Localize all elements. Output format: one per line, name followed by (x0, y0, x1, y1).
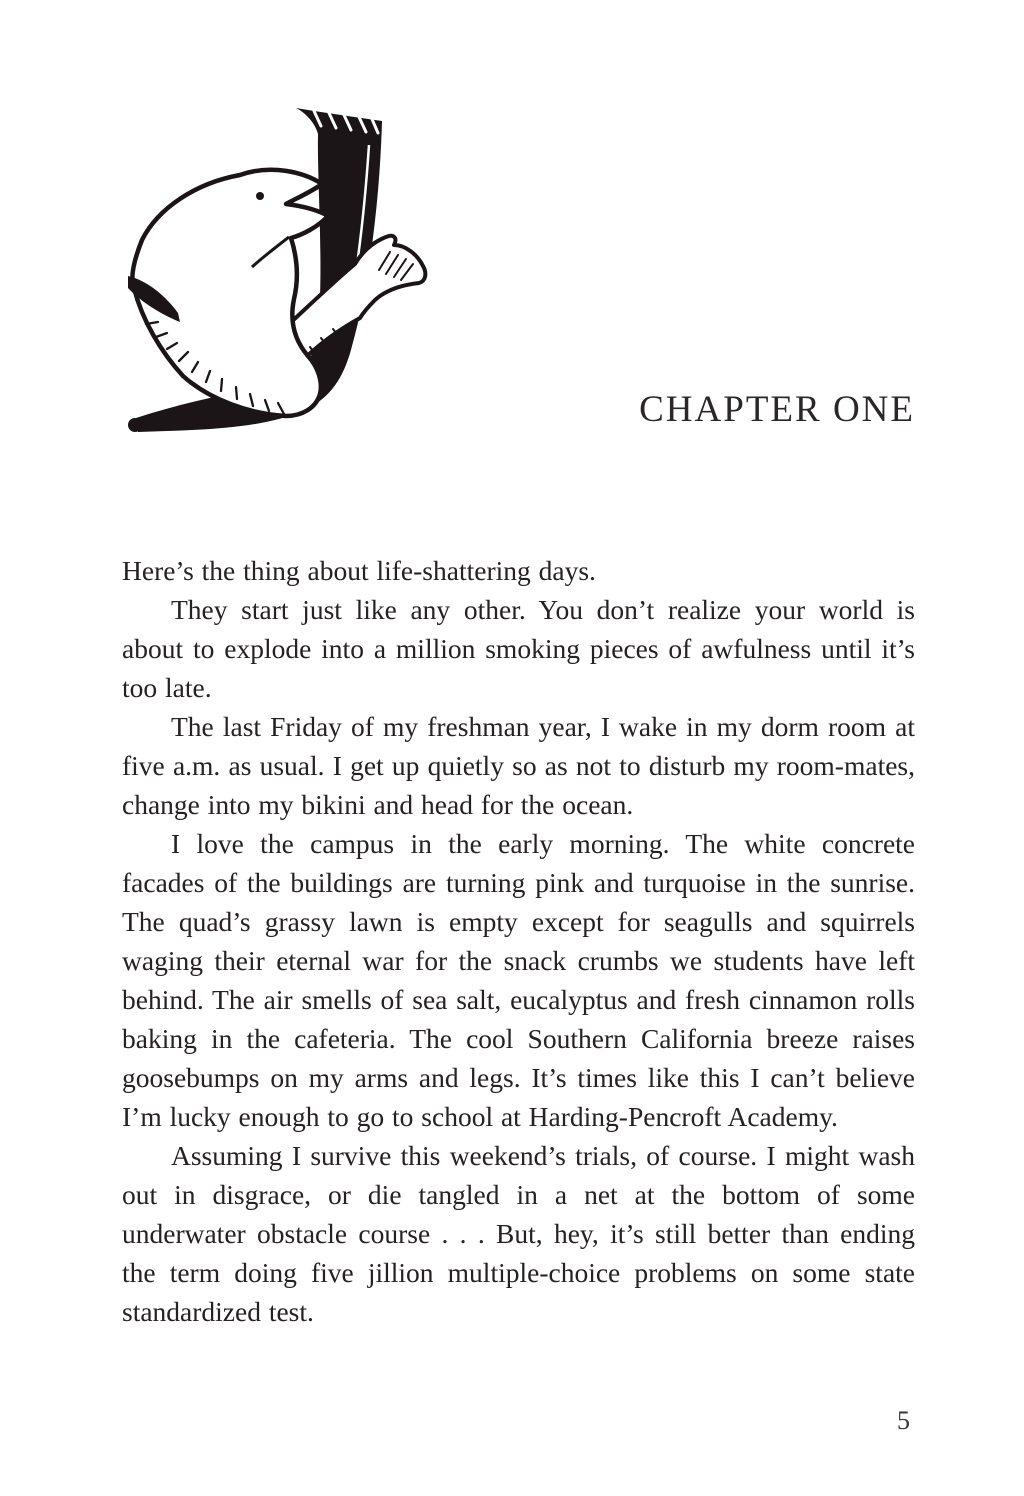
paragraph: The last Friday of my freshman year, I wake in my dorm room at five a.m. as usual. I get up quietly so as not to disturb my room-mates, change into my bikini and head for the ocean. (122, 711, 915, 820)
paragraph: Assuming I survive this weekend’s trials, of course. I might wash out in disgrace, or die tangled in a net at the bottom of some underwater obstacle course . . . But, hey, it’s still better than ending the term doing five jillion multiple-choice problems on some state standardized test. (122, 1140, 915, 1327)
chapter-heading: CHAPTER ONE (639, 389, 915, 430)
page-number: 5 (897, 1406, 910, 1435)
dolphin-letter-j-illustration-icon (90, 80, 450, 460)
dolphin-eye (256, 192, 264, 200)
body-text (122, 551, 915, 1331)
dolphin-body (132, 170, 328, 416)
paragraph: I love the campus in the early morning. The white concrete facades of the buildings are turning pink and turquoise in the sunrise. The quad’s grassy lawn is empty except for seagulls and squirrels waging their eternal war for the snack crumbs we students have left behind. The air smells of sea salt, eucalyptus and fresh cinnamon rolls baking in the cafeteria. The cool Southern California breeze raises goosebumps on my arms and legs. It’s times like this I can’t believe I’m lucky enough to go to school at Harding-Pencroft Academy. (122, 828, 915, 1132)
paragraph: They start just like any other. You don’t realize your world is about to explode into a million smoking pieces of awfulness until it’s too late. (122, 594, 915, 703)
paragraph: Here’s the thing about life-shattering days. (122, 555, 596, 586)
